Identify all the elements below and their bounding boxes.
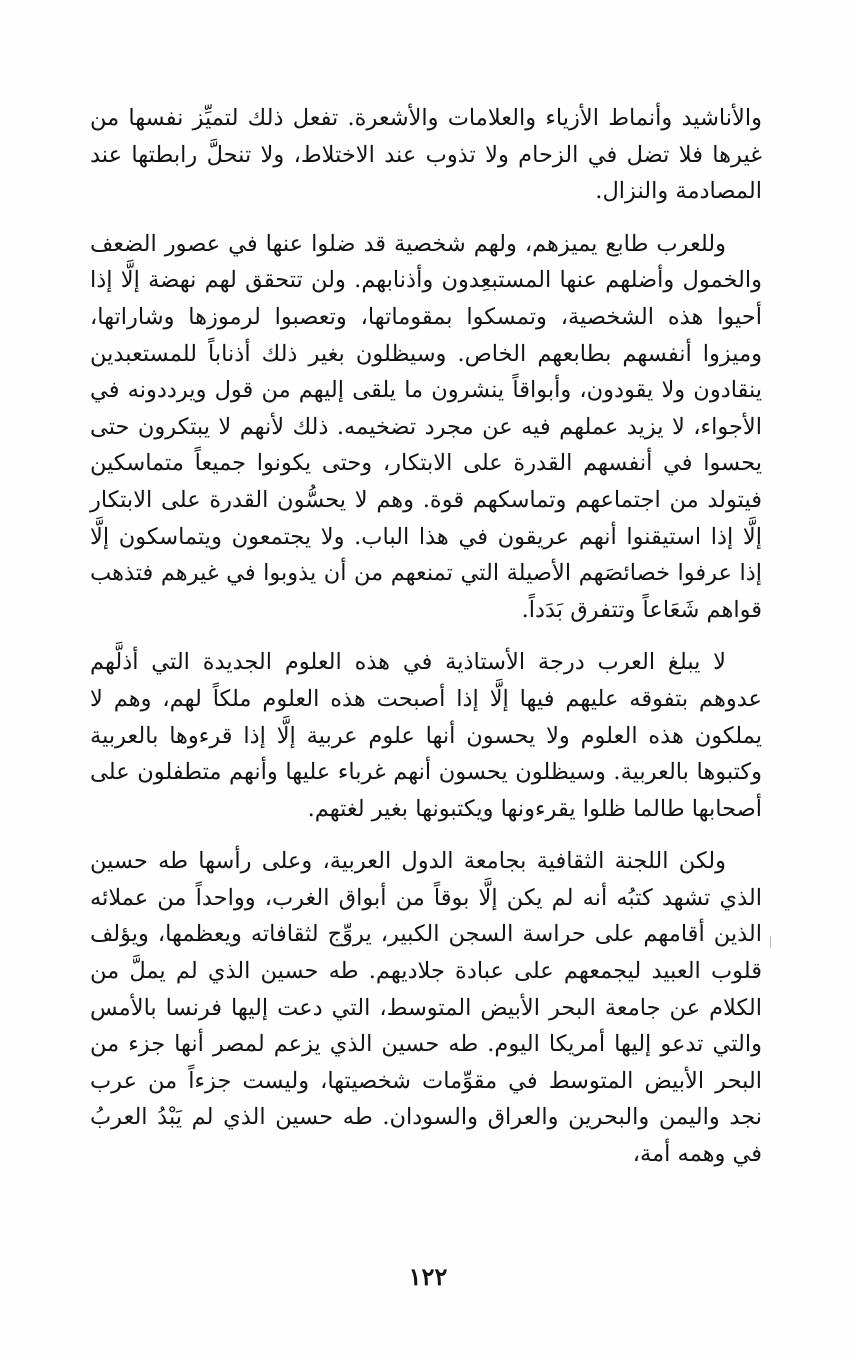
page-number: ١٢٢ xyxy=(408,1262,448,1291)
body-text xyxy=(90,100,762,1189)
paragraph-4: ولكن اللجنة الثقافية بجامعة الدول العربية، وعلى رأسها طه حسين الذي تشهد كتبُه أنه لم يكن إلَّا بوقاً من أبواق الغرب، وواحداً من عملائه الذين أقامهم على حراسة السجن الكبير، يروِّج لثقافاته ويعظمها، ويؤلف قلوب العبيد ليجمعهم على عبادة جلاديهم. طه حسين الذي لم يملَّ من الكلام عن جامعة البحر الأبيض المتوسط، التي دعت إليها فرنسا بالأمس والتي تدعو إليها أمريكا اليوم. طه حسين الذي يزعم لمصر أنها جزء من البحر الأبيض المتوسط في مقوِّمات شخصيتها، وليست جزءاً من عرب نجد واليمن والبحرين والعراق والسودان. طه حسين الذي لم يَبْدُ العربُ في وهمه أمة، xyxy=(90,848,762,1168)
margin-mark xyxy=(770,936,771,948)
paragraph-2: وللعرب طابع يميزهم، ولهم شخصية قد ضلوا عنها في عصور الضعف والخمول وأضلهم عنها المستبعِدون وأذنابهم. ولن تتحقق لهم نهضة إلَّا إذا أحيوا هذه الشخصية، وتمسكوا بمقوماتها، وتعصبوا لرموزها وشاراتها، وميزوا أنفسهم بطابعهم الخاص. وسيظلون بغير ذلك أذناباً للمستعبدين ينقادون ولا يقودون، وأبواقاً ينشرون ما يلقى إليهم من قول ويرددونه في الأجواء، لا يزيد عملهم فيه عن مجرد تضخيمه. ذلك لأنهم لا يبتكرون حتى يحسوا في أنفسهم القدرة على الابتكار، وحتى يكونوا جميعاً متماسكين فيتولد من اجتماعهم وتماسكهم قوة. وهم لا يحسُّون القدرة على الابتكار إلَّا إذا استيقنوا أنهم عريقون في هذا الباب. ولا يجتمعون ويتماسكون إلَّا إذا عرفوا خصائصَهم الأصيلة التي تمنعهم من أن يذوبوا في غيرهم فتذهب قواهم شَعَاعاً وتتفرق بَدَداً. xyxy=(90,230,762,623)
paragraph-1: والأناشيد وأنماط الأزياء والعلامات والأشعرة. تفعل ذلك لتميِّز نفسها من غيرها فلا تضل في الزحام ولا تذوب عند الاختلاط، ولا تنحلَّ رابطتها عند المصادمة والنزال. xyxy=(90,105,762,205)
paragraph-3: لا يبلغ العرب درجة الأستاذية في هذه العلوم الجديدة التي أذلَّهم عدوهم بتفوقه عليهم فيها إلَّا إذا أصبحت هذه العلوم ملكاً لهم، وهم لا يملكون هذه العلوم ولا يحسون أنها علوم عربية إلَّا إذا قرءوها بالعربية وكتبوها بالعربية. وسيظلون يحسون أنهم غرباء عليها وأنهم متطفلون على أصحابها طالما ظلوا يقرءونها ويكتبونها بغير لغتهم. xyxy=(90,649,762,822)
